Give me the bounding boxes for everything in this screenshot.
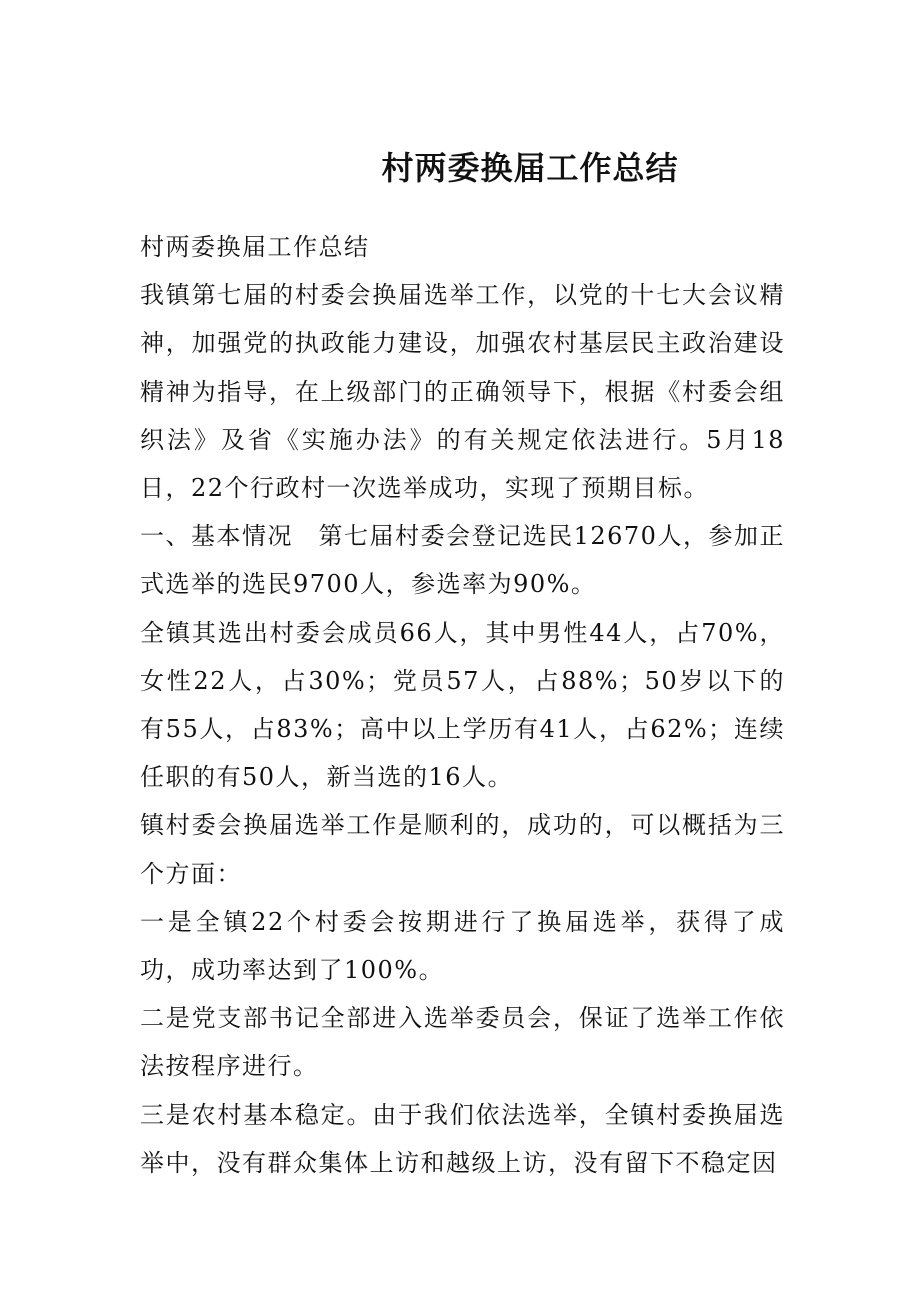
paragraph-summary-lead: 镇村委会换届选举工作是顺利的，成功的，可以概括为三个方面： <box>140 811 785 888</box>
document-body <box>140 223 785 1187</box>
paragraph-point-two: 二是党支部书记全部进入选举委员会，保证了选举工作依法按程序进行。 <box>140 1004 785 1081</box>
paragraph-intro: 我镇第七届的村委会换届选举工作，以党的十七大会议精神，加强党的执政能力建设，加强农村基层民主政治建设精神为指导，在上级部门的正确领导下，根据《村委会组织法》及省《实施办法》的有关规定依法进行。5月18日，22个行政村一次选举成功，实现了预期目标。 <box>140 281 785 503</box>
paragraph-point-three: 三是农村基本稳定。由于我们依法选举，全镇村委换届选举中，没有群众集体上访和越级上访，没有留下不稳定因 <box>140 1100 785 1177</box>
paragraph-member-stats: 全镇其选出村委会成员66人，其中男性44人，占70%，女性22人，占30%；党员57人，占88%；50岁以下的有55人，占83%；高中以上学历有41人，占62%；连续任职的有50人，新当选的16人。 <box>140 618 785 792</box>
paragraph-basic-situation: 一、基本情况 第七届村委会登记选民12670人，参加正式选举的选民9700人，参选率为90%。 <box>140 522 785 599</box>
document-title: 村两委换届工作总结 <box>381 149 679 187</box>
paragraph-point-one: 一是全镇22个村委会按期进行了换届选举，获得了成功，成功率达到了100%。 <box>140 907 785 985</box>
paragraph-subtitle: 村两委换届工作总结 <box>140 233 370 261</box>
